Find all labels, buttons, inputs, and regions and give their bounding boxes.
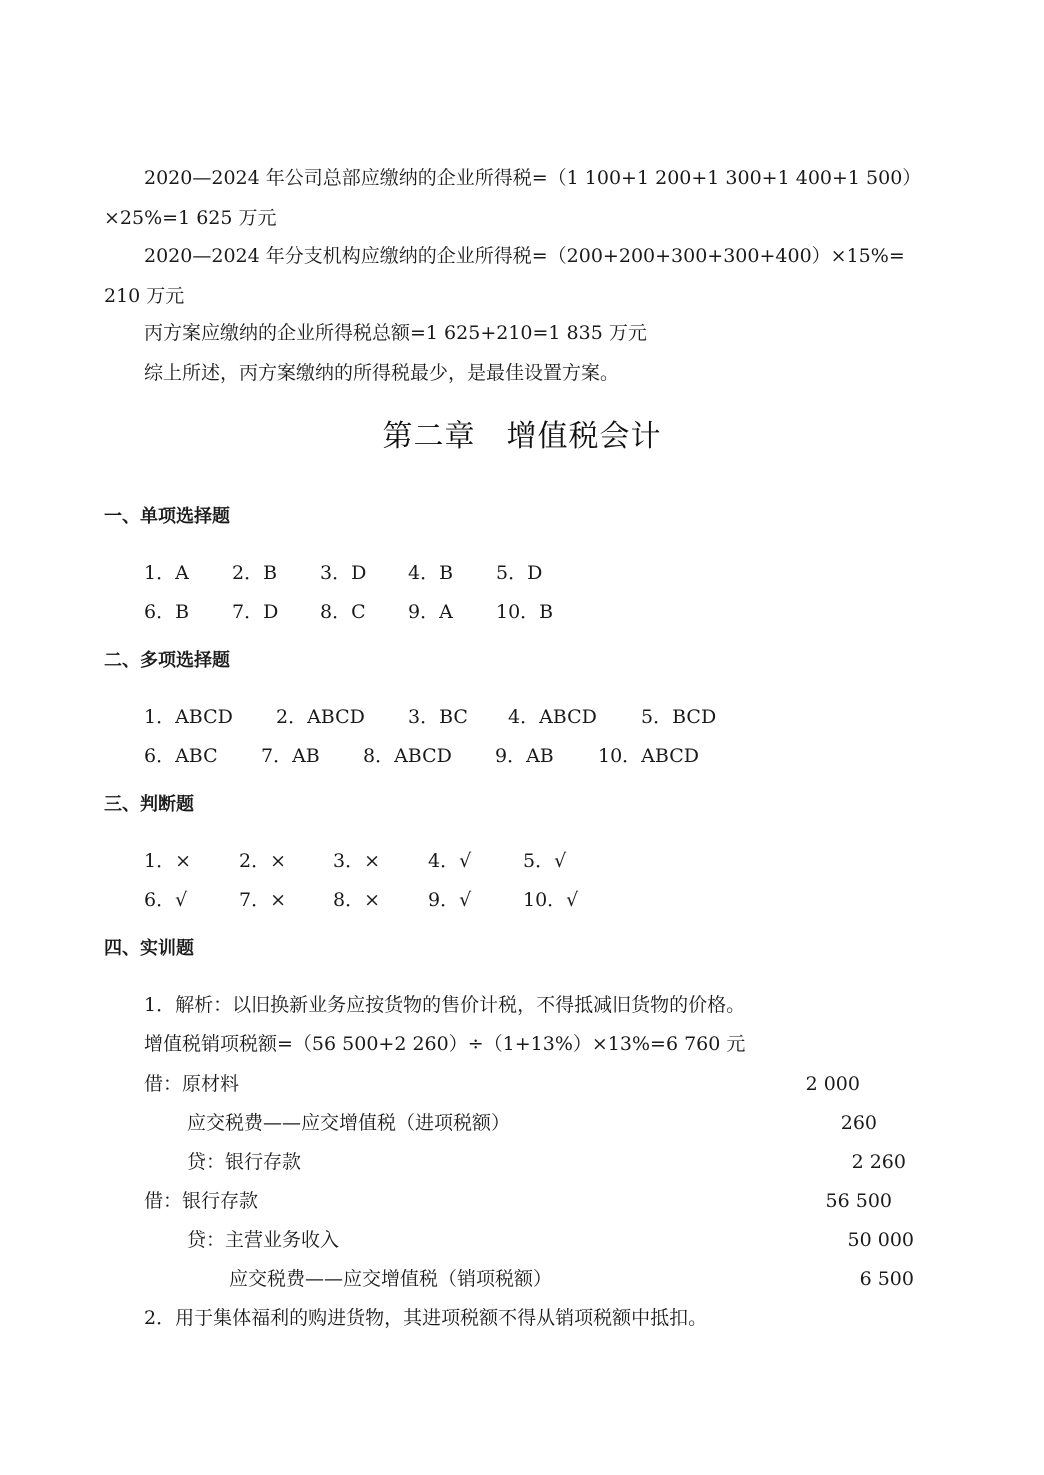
intro-paragraph-total-tax: 丙方案应缴纳的企业所得税总额=1 625+210=1 835 万元 [144, 322, 647, 344]
answer-item: 7．× [239, 889, 287, 911]
journal-entry-amount: 50 000 [847, 1229, 914, 1251]
answer-item: 2．ABCD [276, 706, 365, 728]
section-heading-single-choice: 一、单项选择题 [104, 506, 230, 527]
answer-item: 1．× [144, 850, 192, 872]
intro-paragraph-branch-tax: 2020—2024 年分支机构应缴纳的企业所得税=（200+200+300+300+400）×15%=210 万元 [104, 245, 905, 307]
answer-item: 3．BC [408, 706, 468, 728]
journal-entry-label: 借：银行存款 [144, 1190, 259, 1212]
answer-item: 10．B [496, 601, 554, 623]
answer-item: 4．√ [428, 850, 472, 872]
chapter-title: 第二章 增值税会计 [382, 419, 662, 454]
answer-item: 9．AB [495, 745, 554, 767]
intro-paragraph-hq-tax: 2020—2024 年公司总部应缴纳的企业所得税=（1 100+1 200+1 300+1 400+1 500）×25%=1 625 万元 [104, 167, 912, 229]
answer-item: 8．× [333, 889, 381, 911]
answer-item: 9．A [408, 601, 453, 623]
answer-item: 7．AB [261, 745, 320, 767]
journal-entry-label: 贷：银行存款 [187, 1151, 302, 1173]
answer-item: 5．√ [523, 850, 567, 872]
journal-entry-label: 贷：主营业务收入 [187, 1229, 340, 1251]
practice-q1-analysis: 1．解析：以旧换新业务应按货物的售价计税，不得抵减旧货物的价格。 [144, 994, 746, 1016]
journal-entry-amount: 56 500 [825, 1190, 892, 1212]
answer-item: 6．√ [144, 889, 188, 911]
answer-item: 5．D [496, 562, 543, 584]
journal-entry-label: 借：原材料 [144, 1073, 240, 1095]
intro-paragraph-conclusion: 综上所述，丙方案缴纳的所得税最少，是最佳设置方案。 [144, 362, 620, 384]
answer-item: 5．BCD [641, 706, 717, 728]
answer-item: 4．ABCD [508, 706, 597, 728]
answer-item: 6．B [144, 601, 190, 623]
answer-item: 3．× [333, 850, 381, 872]
answer-item: 9．√ [428, 889, 472, 911]
journal-entry-amount: 2 260 [851, 1151, 906, 1173]
answer-item: 1．ABCD [144, 706, 233, 728]
answer-item: 2．× [239, 850, 287, 872]
section-heading-true-false: 三、判断题 [104, 794, 194, 815]
journal-entry-amount: 2 000 [805, 1073, 860, 1095]
journal-entry-amount: 260 [840, 1112, 877, 1134]
answer-item: 4．B [408, 562, 454, 584]
section-heading-practice: 四、实训题 [104, 938, 194, 959]
journal-entry-label: 应交税费——应交增值税（销项税额） [229, 1268, 553, 1290]
answer-item: 2．B [232, 562, 278, 584]
practice-q2: 2．用于集体福利的购进货物，其进项税额不得从销项税额中抵扣。 [144, 1307, 708, 1329]
answer-item: 1．A [144, 562, 189, 584]
section-heading-multi-choice: 二、多项选择题 [104, 650, 230, 671]
answer-item: 10．ABCD [598, 745, 699, 767]
journal-entry-label: 应交税费——应交增值税（进项税额） [187, 1112, 511, 1134]
answer-item: 10．√ [523, 889, 579, 911]
answer-item: 8．C [320, 601, 366, 623]
answer-item: 7．D [232, 601, 279, 623]
answer-item: 8．ABCD [363, 745, 452, 767]
answer-item: 3．D [320, 562, 367, 584]
answer-item: 6．ABC [144, 745, 218, 767]
practice-q1-formula: 增值税销项税额=（56 500+2 260）÷（1+13%）×13%=6 760 元 [144, 1033, 746, 1055]
journal-entry-amount: 6 500 [859, 1268, 914, 1290]
